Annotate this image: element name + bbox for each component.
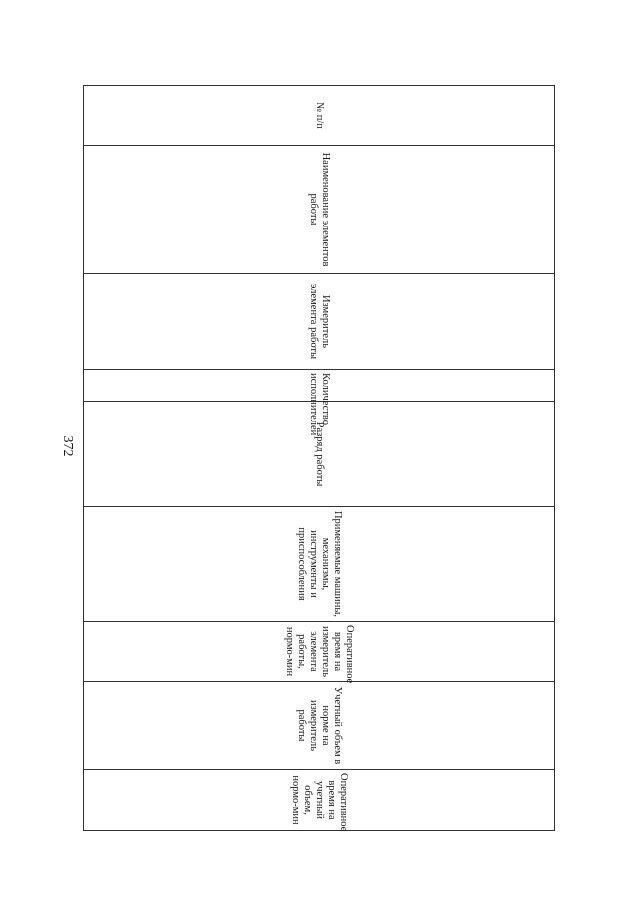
page-number: 372: [60, 435, 75, 457]
header-volume: Учетный объем в норме на измеритель работы: [84, 682, 555, 770]
header-grade: Разряд работы: [84, 402, 555, 507]
norms-table-rotated: [83, 85, 555, 830]
header-machines: Применяемые машины, механизмы, инструменты и приспособления: [84, 507, 555, 622]
header-workers: Количество исполнителей: [84, 370, 555, 402]
norms-table: [83, 85, 555, 831]
header-meter: Измеритель элемента работы: [84, 274, 555, 370]
header-op-time: Оперативное время на измеритель элемента работы, нормо-мин: [84, 622, 555, 682]
header-name: Наименование элементов работы: [84, 146, 555, 274]
header-row: [84, 86, 555, 831]
header-no: № п/п: [84, 86, 555, 146]
header-op-time-vol: Оперативное время на учетный объем, нормо-мин: [84, 770, 555, 831]
